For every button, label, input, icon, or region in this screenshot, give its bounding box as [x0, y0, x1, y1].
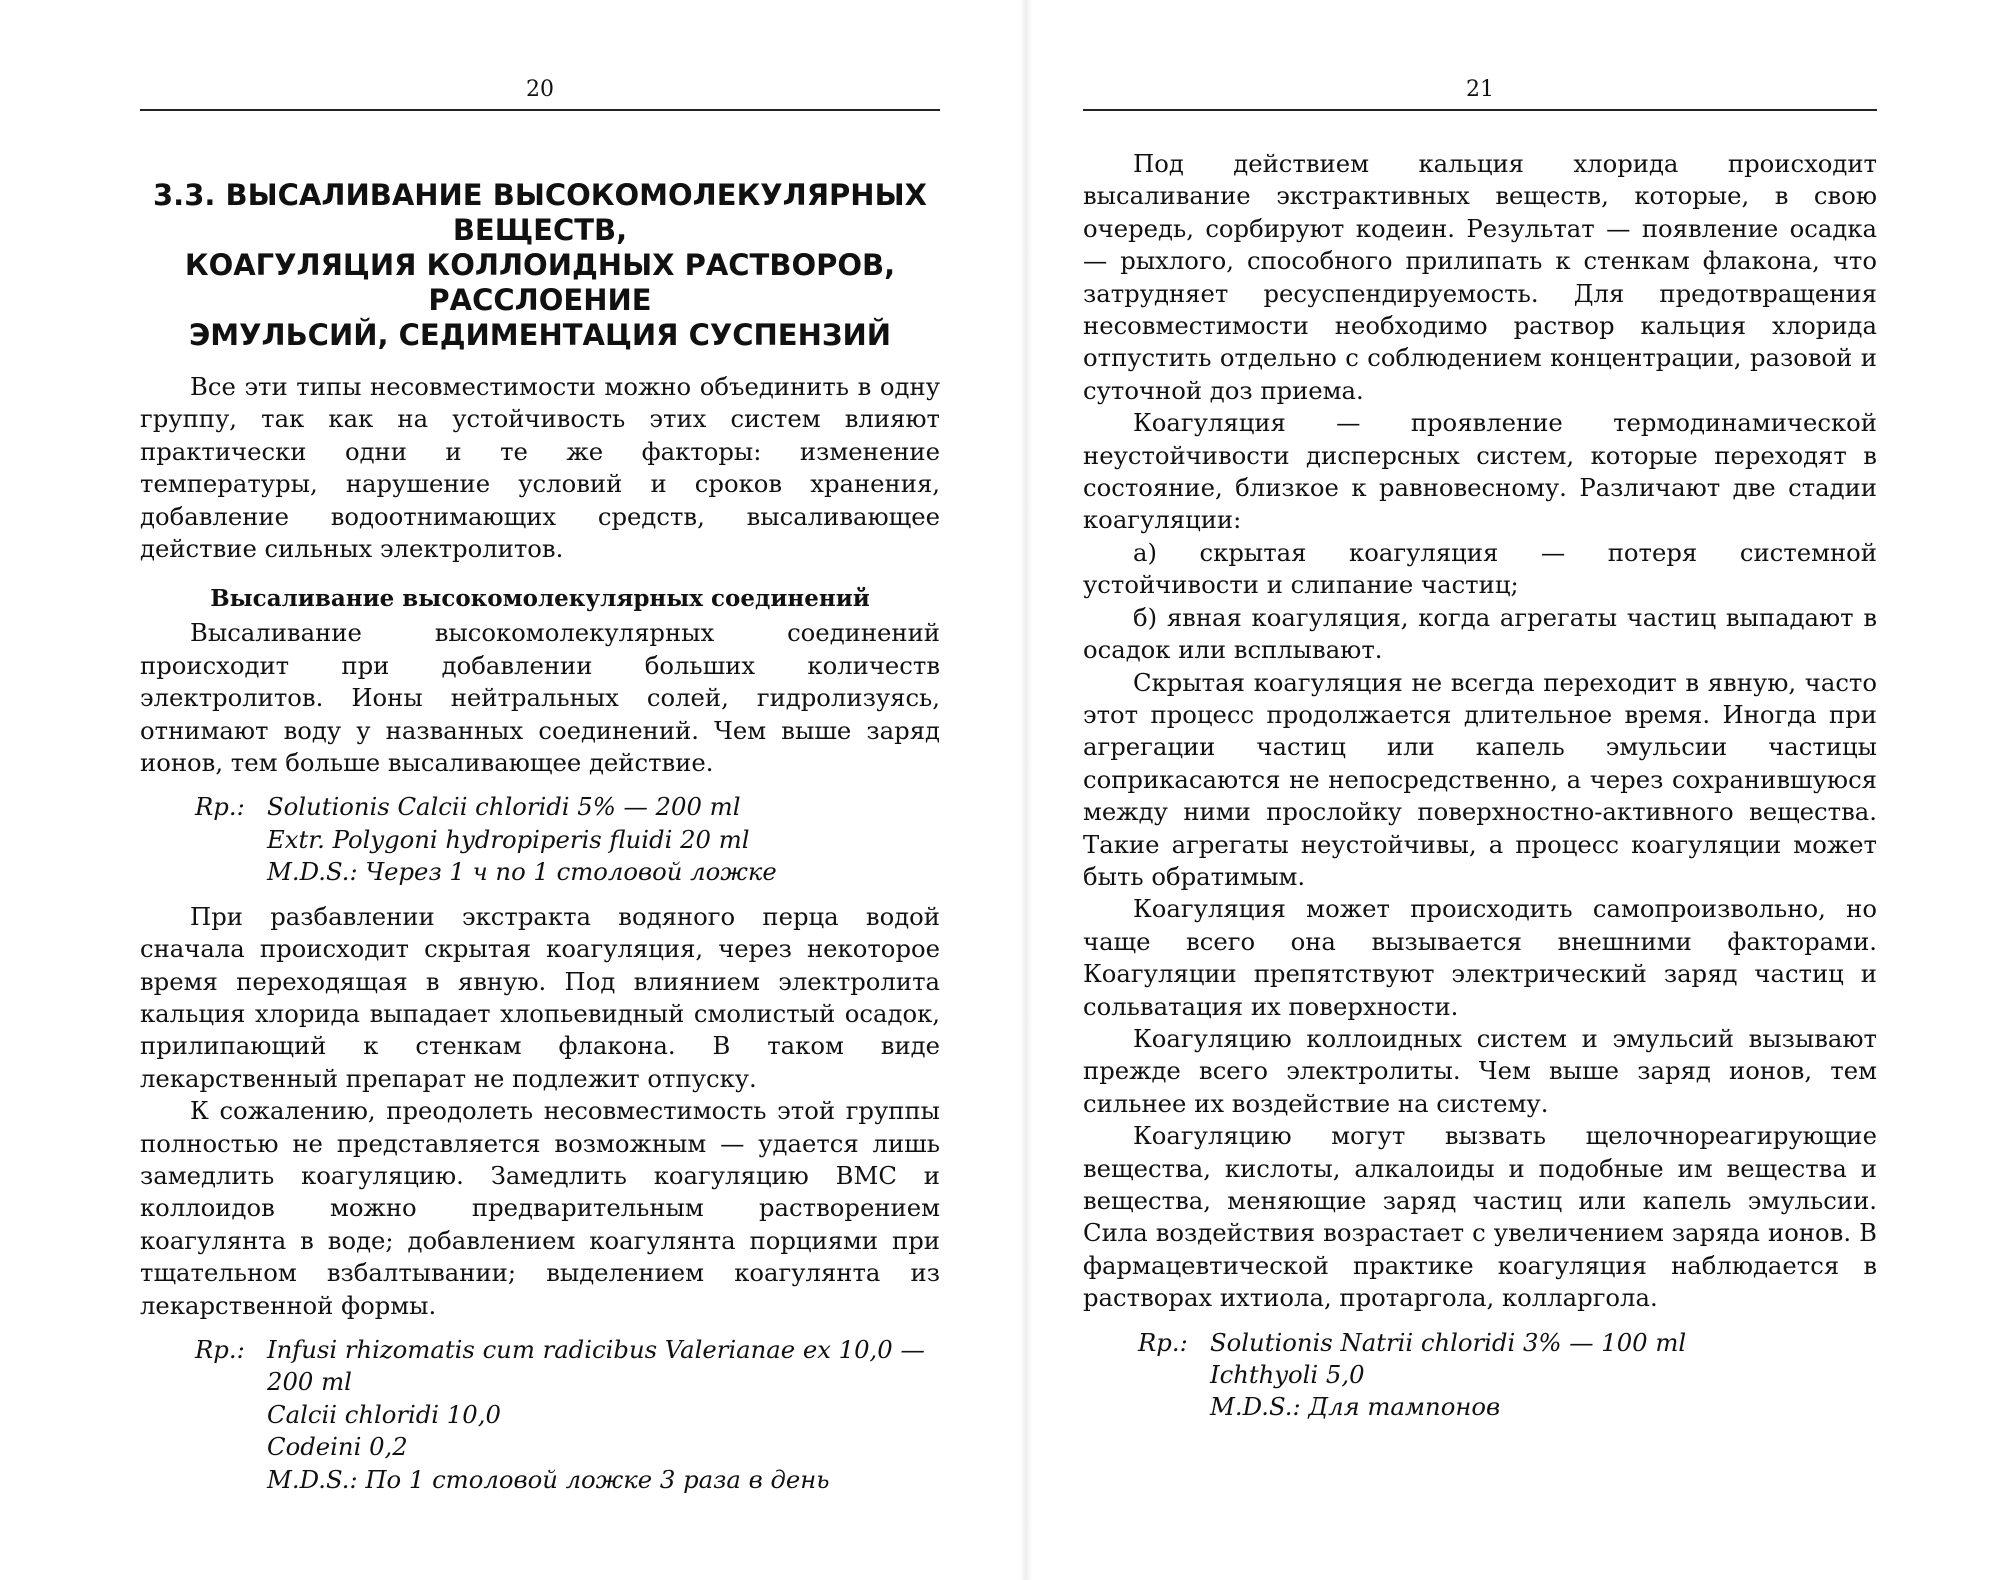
section-heading-line: КОАГУЛЯЦИЯ КОЛЛОИДНЫХ РАСТВОРОВ, РАССЛОЕНИЕ	[184, 248, 896, 317]
paragraph: Скрытая коагуляция не всегда переходит в явную, часто этот процесс продолжается длительное время. Иногда при агрегации частиц или капель эмульсии частицы соприкасаются не непосредственно, а через сохранившуюся между ними прослойку поверхностно-активного вещества. Такие агрегаты неустойчивы, а процесс коагуляции может быть обратимым.	[1083, 667, 1877, 891]
prescription-line: M.D.S.: Для тампонов	[1210, 1392, 1501, 1422]
prescription-line: Solutionis Natrii chloridi 3% — 100 ml	[1210, 1327, 1687, 1357]
right-page	[1083, 0, 1877, 1580]
prescription-line: M.D.S.: По 1 столовой ложке 3 раза в день	[267, 1464, 830, 1494]
paragraph: Коагуляция — проявление термодинамической неустойчивости дисперсных систем, которые переходят в состояние, близкое к равновесному. Различают две стадии коагуляции:	[1083, 408, 1877, 535]
paragraph: Коагуляцию могут вызвать щелочнореагирующие вещества, кислоты, алкалоиды и подобные им вещества и вещества, меняющие заряд частиц или капель эмульсии. Сила воздействия возрастает с увеличением заряда ионов. В фармацевтической практике коагуляция наблюдается в растворах ихтиола, протаргола, колларгола.	[1083, 1121, 1877, 1313]
prescription-lines	[267, 1334, 940, 1496]
prescription-lines	[1210, 1327, 1877, 1424]
paragraph: К сожалению, преодолеть несовместимость этой группы полностью не представляется возможным — удается лишь замедлить коагуляцию. Замедлить коагуляцию ВМС и коллоидов можно предварительным растворением коагулянта в воде; добавлением коагулянта порциями при тщательном взбалтывании; выделением коагулянта из лекарственной формы.	[140, 1096, 940, 1320]
prescription-line: Ichthyoli 5,0	[1210, 1360, 1365, 1390]
right-page-body	[1083, 112, 1877, 1424]
paragraph: Высаливание высокомолекулярных соединений происходит при добавлении больших количеств электролитов. Ионы нейтральных солей, гидролизуясь, отнимают воду у названных соединений. Чем выше заряд ионов, тем больше высаливающее действие.	[140, 618, 940, 778]
list-item: а) скрытая коагуляция — потеря системной устойчивости и слипание частиц;	[1083, 537, 1877, 600]
book-gutter	[1020, 0, 1032, 1580]
paragraph: Коагуляцию коллоидных систем и эмульсий вызывают прежде всего электролиты. Чем выше заряд ионов, тем сильнее их воздействие на систему.	[1083, 1023, 1877, 1118]
prescription-line: Solutionis Calcii chloridi 5% — 200 ml	[267, 792, 741, 822]
prescription-lines	[267, 791, 940, 888]
prescription-line: M.D.S.: Через 1 ч по 1 столовой ложке	[267, 857, 777, 887]
left-page-number: 20	[526, 77, 554, 102]
prescription-label: Rp.:	[1138, 1327, 1188, 1357]
left-page	[140, 0, 940, 1580]
prescription-label: Rp.:	[195, 792, 245, 822]
left-page-body	[140, 178, 940, 1496]
prescription-line: Infusi rhizomatis cum radicibus Valerianae ex 10,0 —	[267, 1334, 925, 1364]
left-header-rule	[140, 109, 940, 111]
prescription-line: 200 ml	[267, 1367, 352, 1397]
right-page-number: 21	[1466, 77, 1494, 102]
prescription-block	[140, 1334, 940, 1496]
prescription-block	[140, 791, 940, 888]
paragraph: Все эти типы несовместимости можно объединить в одну группу, так как на устойчивость этих систем влияют практически одни и те же факторы: изменение температуры, нарушение условий и сроков хранения, добавление водоотнимающих средств, высаливающее действие сильных электролитов.	[140, 372, 940, 564]
list-item: б) явная коагуляция, когда агрегаты частиц выпадают в осадок или всплывают.	[1083, 602, 1877, 665]
prescription-line: Extr. Polygoni hydropiperis fluidi 20 ml	[267, 824, 750, 854]
right-header-rule	[1083, 109, 1877, 111]
prescription-block	[1083, 1327, 1877, 1424]
subsection-heading: Высаливание высокомолекулярных соединений	[210, 585, 870, 613]
prescription-label: Rp.:	[195, 1334, 245, 1364]
section-heading	[140, 178, 940, 353]
prescription-line: Codeini 0,2	[267, 1432, 408, 1462]
right-page-header	[1083, 0, 1877, 112]
paragraph: Под действием кальция хлорида происходит высаливание экстрактивных веществ, которые, в свою очередь, сорбируют кодеин. Результат — появление осадка — рыхлого, способного прилипать к стенкам флакона, что затрудняет ресуспендируемость. Для предотвращения несовместимости необходимо раствор кальция хлорида отпустить отдельно с соблюдением концентрации, разовой и суточной доз приема.	[1083, 149, 1877, 405]
paragraph: Коагуляция может происходить самопроизвольно, но чаще всего она вызывается внешними факторами. Коагуляции препятствуют электрический заряд частиц и сольватация их поверхности.	[1083, 894, 1877, 1021]
left-page-header	[140, 0, 940, 112]
section-heading-line: 3.3. ВЫСАЛИВАНИЕ ВЫСОКОМОЛЕКУЛЯРНЫХ ВЕЩЕСТВ,	[153, 178, 927, 247]
prescription-line: Calcii chloridi 10,0	[267, 1399, 501, 1429]
section-heading-line: ЭМУЛЬСИЙ, СЕДИМЕНТАЦИЯ СУСПЕНЗИЙ	[188, 318, 891, 352]
paragraph: При разбавлении экстракта водяного перца водой сначала происходит скрытая коагуляция, через некоторое время переходящая в явную. Под влиянием электролита кальция хлорида выпадает хлопьевидный смолистый осадок, прилипающий к стенкам флакона. В таком виде лекарственный препарат не подлежит отпуску.	[140, 901, 940, 1093]
